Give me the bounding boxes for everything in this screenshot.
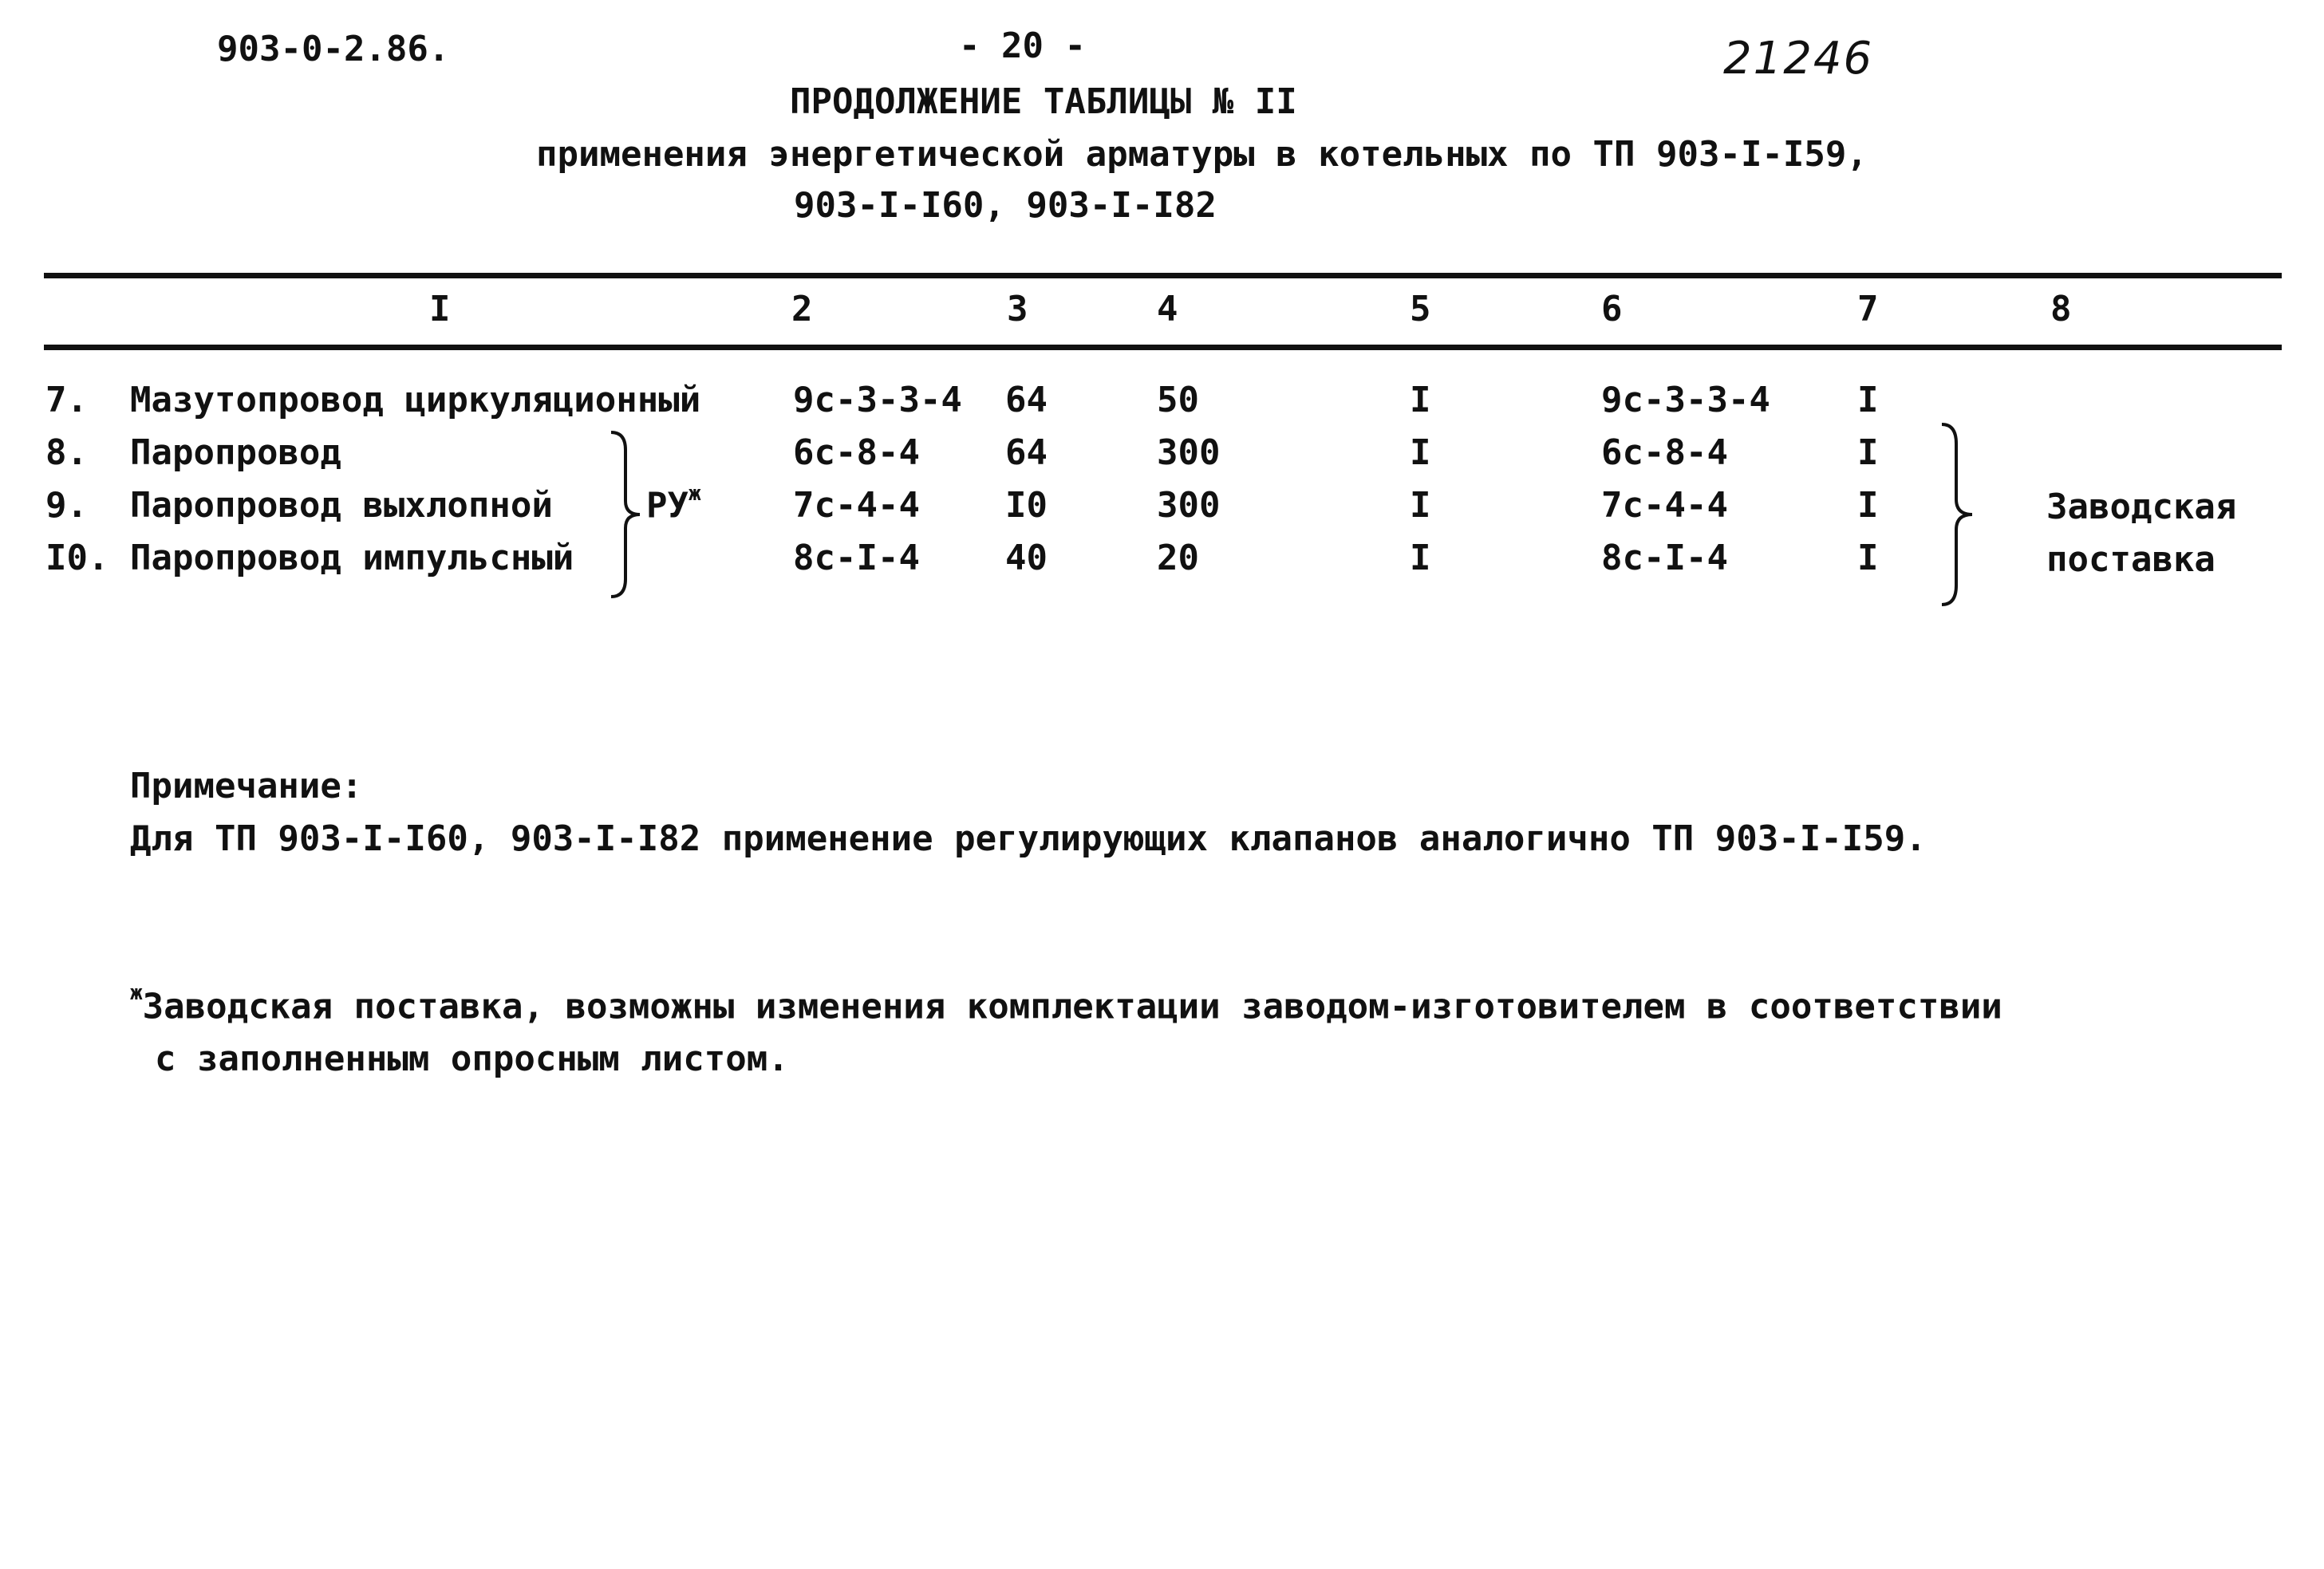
column-header: 7 [1857,289,1879,329]
row-number: 8. [45,432,88,473]
document-code: 903-0-2.86. [217,29,450,69]
column-header: 4 [1157,289,1178,329]
column-header: 6 [1601,289,1623,329]
row-number: 7. [45,380,88,420]
footnote-line2: с заполненным опросным листом. [155,1039,789,1079]
column-header: 3 [1007,289,1028,329]
column-header: 8 [2050,289,2072,329]
note-text: Для ТП 903-I-I60, 903-I-I82 применение регулирующих клапанов аналогично ТП 903-I-I59. [130,818,1927,859]
left-group-brace [608,431,648,598]
row-number: 9. [45,485,88,526]
cell-col6: 7с-4-4 [1601,485,1728,526]
cell-col4: 300 [1157,485,1221,526]
cell-col5: I [1410,380,1431,420]
archive-stamp-number: 21246 [1723,33,1874,85]
note-heading: Примечание: [130,766,363,806]
valve-designation: 8с-I-4 [793,538,920,578]
cell-col3: 64 [1005,432,1048,473]
cell-col6: 6с-8-4 [1601,432,1728,473]
cell-col4: 20 [1157,538,1199,578]
table-subtitle-line2: 903-I-I60, 903-I-I82 [794,185,1217,226]
row-number: I0. [45,538,109,578]
footnote-asterisk: ж [130,981,143,1005]
cell-col5: I [1410,485,1431,526]
pipeline-name: Паропровод [130,432,341,473]
cell-col5: I [1410,432,1431,473]
column8-value-line1: Заводская [2046,487,2237,527]
cell-col7: I [1857,485,1879,526]
cell-col7: I [1857,432,1879,473]
cell-col5: I [1410,538,1431,578]
cell-col6: 8с-I-4 [1601,538,1728,578]
cell-col4: 50 [1157,380,1199,420]
column-header: 5 [1410,289,1431,329]
pressure-group-label [646,482,701,526]
cell-col3: I0 [1005,485,1048,526]
right-group-brace [1939,423,1979,606]
pipeline-name: Паропровод импульсный [130,538,574,578]
table-top-rule [44,273,2282,278]
cell-col3: 64 [1005,380,1048,420]
footnote-mark: ж [688,482,701,506]
footnote-line1 [130,981,2002,1027]
table-header-rule [44,345,2282,350]
valve-designation: 6с-8-4 [793,432,920,473]
cell-col4: 300 [1157,432,1221,473]
column8-value-line2: поставка [2046,539,2215,580]
table-subtitle-line1: применения энергетической арматуры в котельных по ТП 903-I-I59, [536,134,1868,175]
column-header: I [429,289,451,329]
column-header: 2 [791,289,813,329]
table-continuation-title: ПРОДОЛЖЕНИЕ ТАБЛИЦЫ № II [790,81,1297,122]
page-number: - 20 - [959,26,1086,66]
cell-col7: I [1857,538,1879,578]
cell-col3: 40 [1005,538,1048,578]
footnote-text: Заводская поставка, возможны изменения комплектации заводом-изготовителем в соответствии [142,986,2002,1027]
cell-col6: 9с-3-3-4 [1601,380,1770,420]
pressure-group-text: РУ [646,485,689,526]
cell-col7: I [1857,380,1879,420]
pipeline-name: Мазутопровод циркуляционный [130,380,701,420]
pipeline-name: Паропровод выхлопной [130,485,553,526]
valve-designation: 7с-4-4 [793,485,920,526]
valve-designation: 9с-3-3-4 [793,380,962,420]
